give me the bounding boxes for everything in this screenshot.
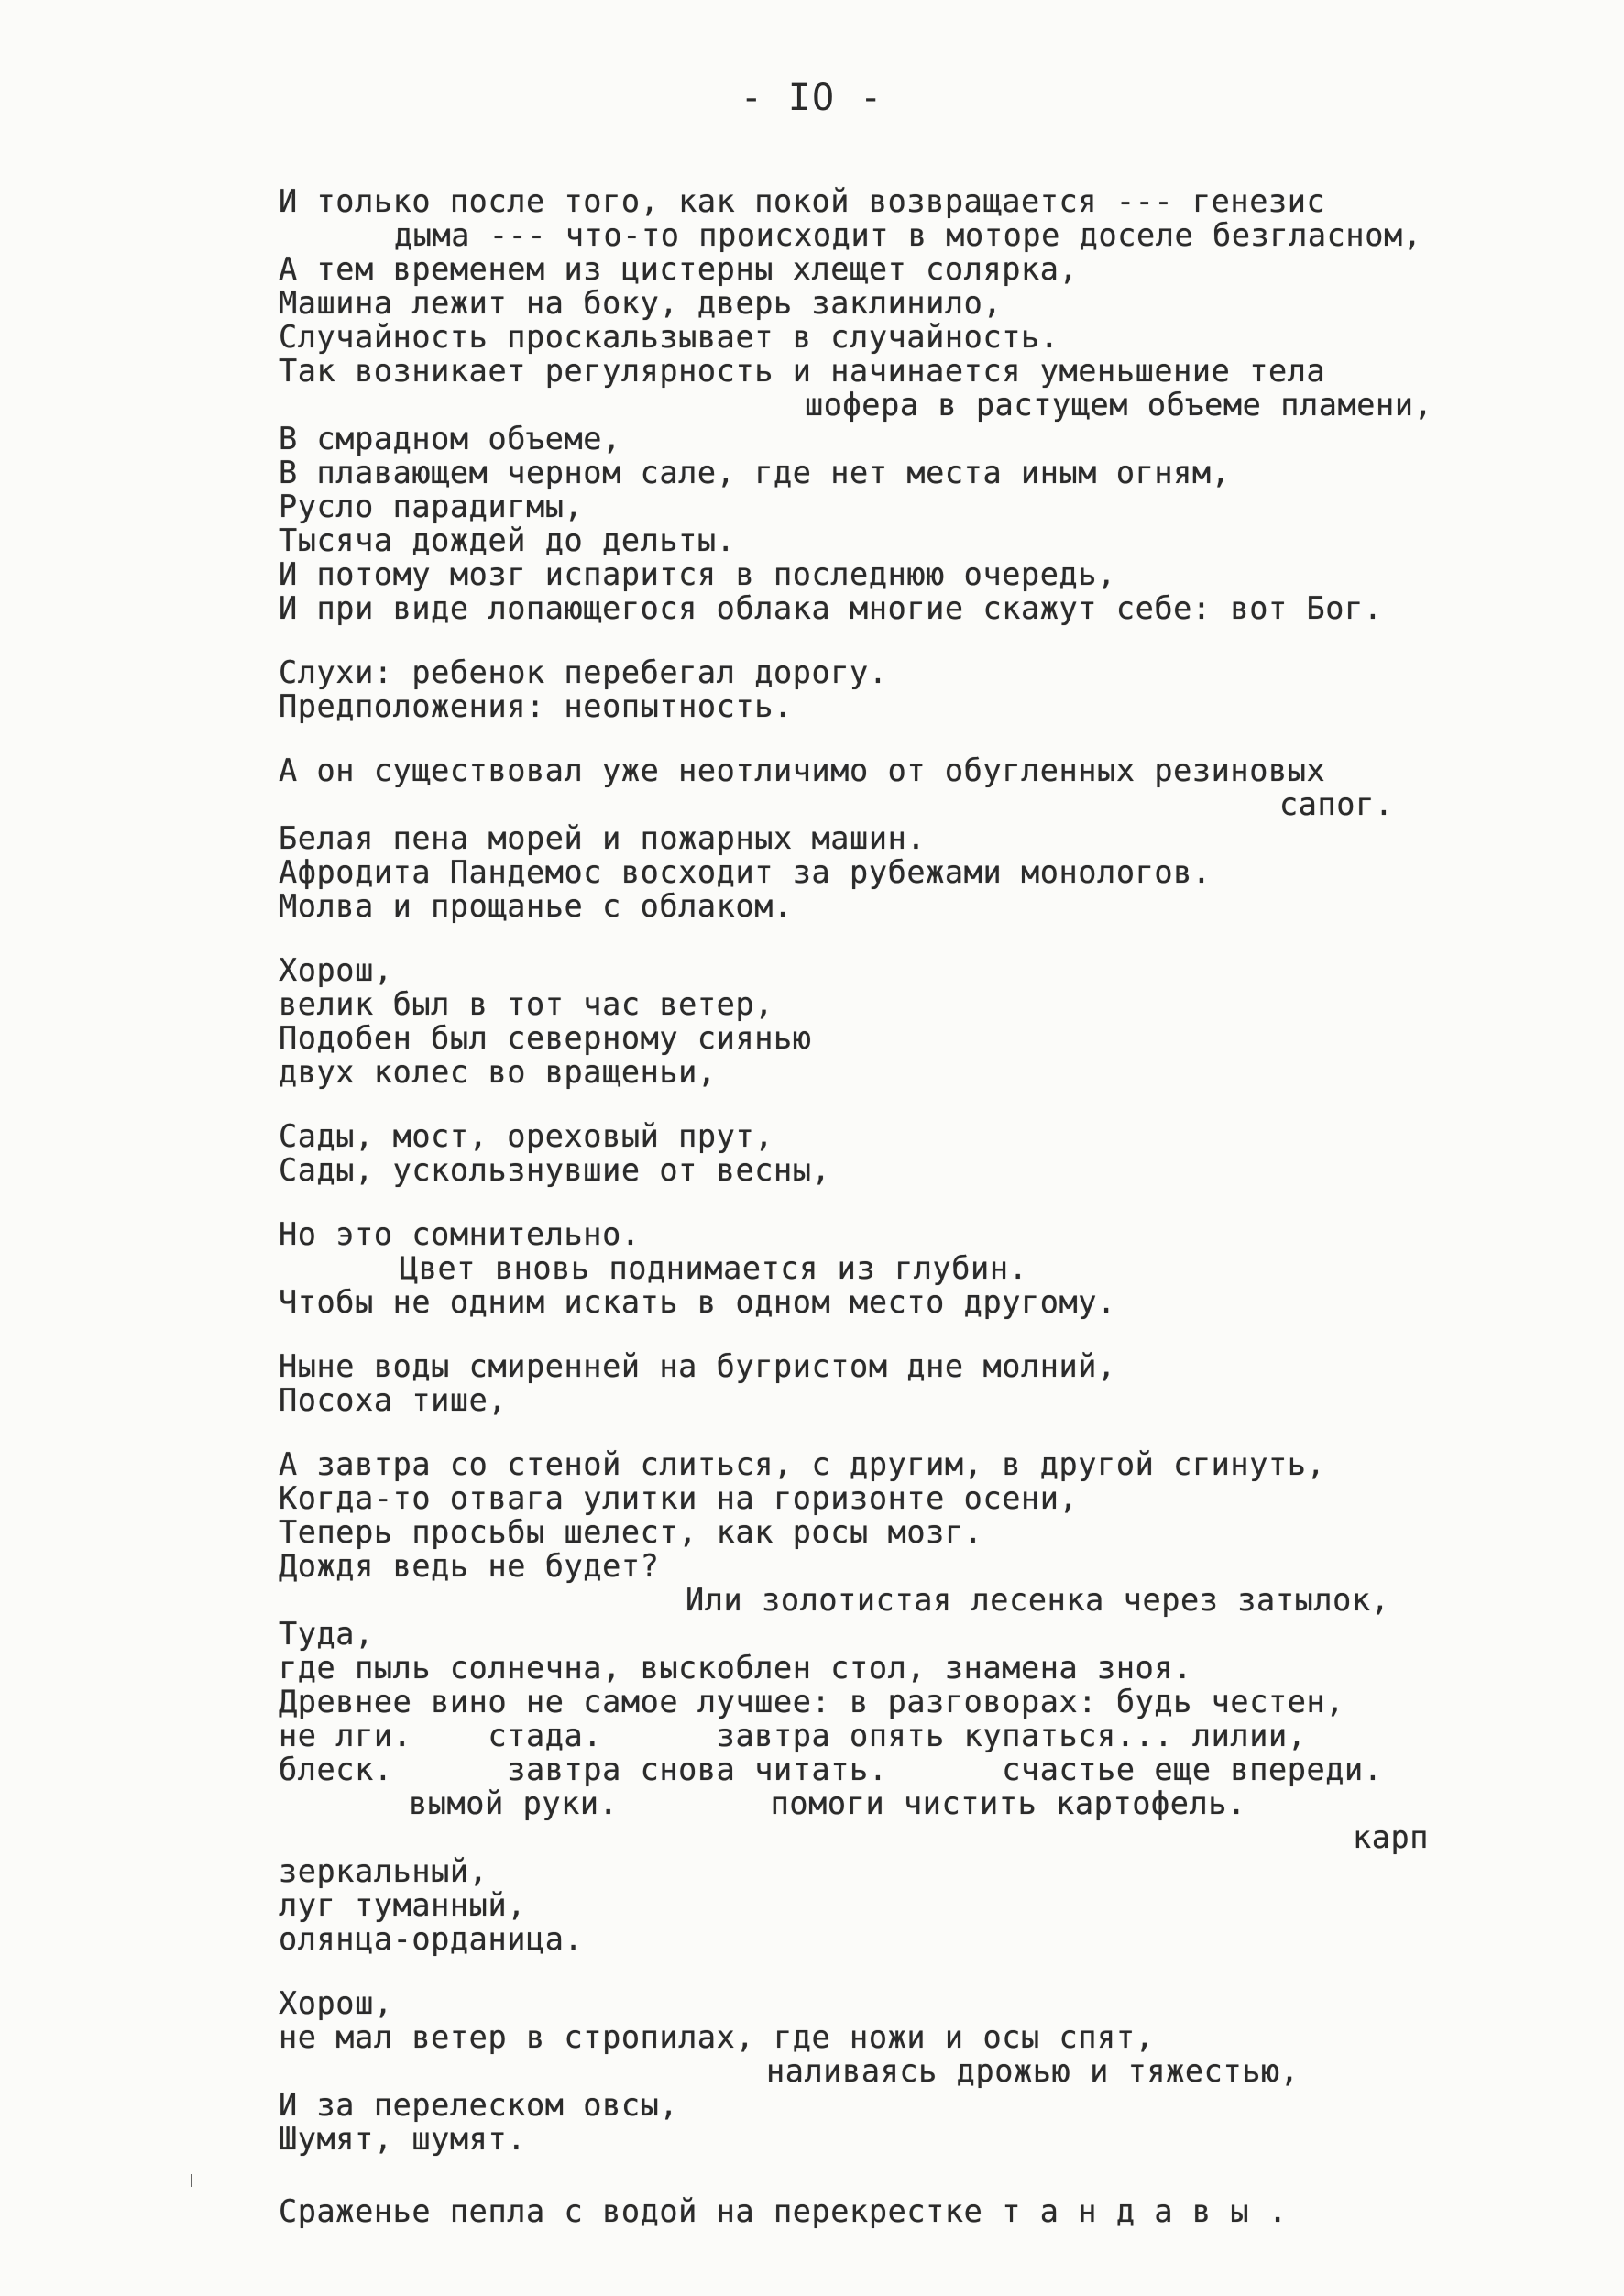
poem-line: А он существовал уже неотличимо от обугленных резиновых (279, 753, 1326, 788)
poem-line: Сраженье пепла с водой на перекрестке т а н д а в ы . (279, 2193, 1288, 2229)
poem-line: Хорош, (279, 952, 393, 988)
poem-line: И только после того, как покой возвращается --- генезис (279, 183, 1326, 219)
poem-line: Теперь просьбы шелест, как росы мозг. (279, 1514, 983, 1550)
poem-line: вымой руки. помоги чистить картофель. (409, 1785, 1246, 1821)
poem-line: Посоха тише, (279, 1382, 508, 1418)
poem-line: Туда, (279, 1616, 374, 1652)
margin-mark (191, 2174, 192, 2187)
poem-line: не мал ветер в стропилах, где ножи и осы спят, (279, 2019, 1155, 2055)
poem-line: Русло парадигмы, (279, 489, 584, 524)
poem-line: А завтра со стеной слиться, с другим, в другой сгинуть, (279, 1446, 1326, 1482)
poem-line: Машина лежит на боку, дверь заклинило, (279, 285, 1003, 321)
poem-line: где пыль солнечна, выскоблен стол, знамена зноя. (279, 1650, 1192, 1686)
poem-line: Дождя ведь не будет? (279, 1548, 660, 1584)
poem-line: зеркальный, (279, 1853, 488, 1889)
poem-line: Чтобы не одним искать в одном место другому. (279, 1284, 1116, 1320)
poem-line: велик был в тот час ветер, (279, 986, 774, 1022)
poem-line: Тысяча дождей до дельты. (279, 522, 736, 558)
poem-line: А тем временем из цистерны хлещет солярка, (279, 251, 1079, 287)
poem-line: Древнее вино не самое лучшее: в разговорах: будь честен, (279, 1684, 1345, 1719)
poem-line: Шумят, шумят. (279, 2121, 526, 2157)
poem-line: блеск. завтра снова читать. счастье еще впереди. (279, 1752, 1383, 1787)
poem-line: Предположения: неопытность. (279, 688, 793, 724)
poem-line: шофера в растущем объеме пламени, (805, 387, 1433, 423)
poem-line: луг туманный, (279, 1887, 526, 1923)
poem-line: Белая пена морей и пожарных машин. (279, 820, 927, 856)
poem-line: олянца-орданица. (279, 1921, 584, 1957)
poem-line: Афродита Пандемос восходит за рубежами монологов. (279, 854, 1212, 890)
poem-line: В плавающем черном сале, где нет места иным огням, (279, 455, 1231, 490)
poem-line: И за перелеском овсы, (279, 2087, 679, 2123)
poem-line: Подобен был северному сиянью (279, 1020, 812, 1056)
poem-line: Сады, мост, ореховый прут, (279, 1118, 774, 1154)
poem-line: Но это сомнительно. (279, 1216, 641, 1252)
poem-line: Случайность проскальзывает в случайность. (279, 319, 1059, 355)
poem-line: Ныне воды смиренней на бугристом дне молний, (279, 1348, 1116, 1384)
poem-line: дыма --- что-то происходит в моторе доселе безгласном, (394, 217, 1422, 253)
poem-line: двух колес во вращеньи, (279, 1054, 717, 1090)
poem-line: Так возникает регулярность и начинается уменьшение тела (279, 353, 1326, 389)
poem-line: И при виде лопающегося облака многие скажут себе: вот Бог. (279, 590, 1383, 626)
page-number: - IO - (740, 77, 884, 119)
poem-line: Хорош, (279, 1985, 393, 2021)
poem-line: сапог. (1279, 786, 1394, 822)
poem-line: не лги. стада. завтра опять купаться... лилии, (279, 1718, 1307, 1753)
poem-line: Или золотистая лесенка через затылок, (686, 1582, 1390, 1618)
poem-line: карп (1353, 1819, 1430, 1855)
poem-line: Сады, ускользнувшие от весны, (279, 1152, 831, 1188)
poem-line: В смрадном объеме, (279, 421, 621, 456)
poem-line: Молва и прощанье с облаком. (279, 888, 793, 924)
poem-line: Цвет вновь поднимается из глубин. (400, 1250, 1028, 1286)
poem-line: И потому мозг испарится в последнюю очередь, (279, 556, 1116, 592)
poem-line: наливаясь дрожью и тяжестью, (766, 2053, 1300, 2089)
poem-line: Слухи: ребенок перебегал дорогу. (279, 654, 888, 690)
poem-line: Когда-то отвага улитки на горизонте осени, (279, 1480, 1079, 1516)
